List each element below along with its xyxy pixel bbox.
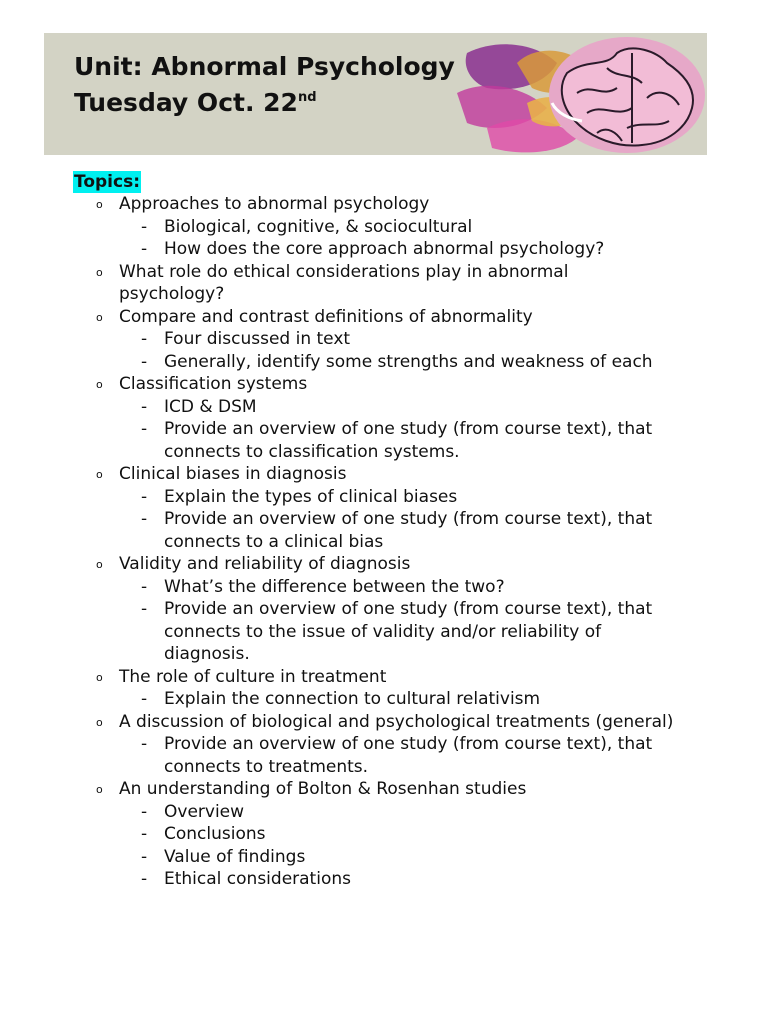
subtopic-text: Provide an overview of one study (from course text), that connects to classification systems. — [164, 419, 653, 462]
topic-text: The role of culture in treatment — [119, 666, 387, 687]
topic-item — [0, 463, 768, 553]
dash-bullet-icon: - — [141, 486, 148, 507]
subtopic-item — [0, 216, 684, 239]
circle-bullet-icon: o — [96, 378, 103, 391]
subtopic-list — [0, 486, 768, 554]
subtopic-text: Overview — [164, 801, 245, 822]
topic-item — [0, 553, 768, 666]
topic-row — [0, 666, 679, 689]
subtopic-item — [0, 508, 684, 553]
brain-splash-illustration — [457, 33, 707, 155]
subtopic-text: Provide an overview of one study (from course text), that connects to treatments. — [164, 734, 653, 777]
subtopic-text: How does the core approach abnormal psychology? — [164, 239, 605, 259]
subtopic-list — [0, 576, 768, 666]
subtopic-text: Biological, cognitive, & sociocultural — [164, 216, 473, 237]
dash-bullet-icon: - — [141, 801, 148, 822]
topic-row — [0, 711, 679, 734]
dash-bullet-icon: - — [141, 509, 148, 529]
topic-row — [0, 553, 679, 576]
dash-bullet-icon: - — [141, 351, 148, 372]
subtopic-text: Generally, identify some strengths and weakness of each — [164, 351, 653, 372]
topic-item — [0, 261, 768, 306]
title-date-suffix: nd — [297, 90, 317, 105]
circle-bullet-icon: o — [96, 558, 103, 571]
topics-list — [0, 193, 768, 891]
topic-text: Approaches to abnormal psychology — [119, 194, 430, 214]
topic-text: Classification systems — [119, 374, 308, 394]
subtopic-list — [0, 688, 768, 711]
subtopic-item — [0, 418, 684, 463]
subtopic-text: Explain the types of clinical biases — [164, 486, 458, 507]
topic-text: A discussion of biological and psychological treatments (general) — [119, 711, 674, 732]
circle-bullet-icon: o — [96, 783, 103, 796]
topic-item — [0, 193, 768, 261]
dash-bullet-icon: - — [141, 396, 148, 417]
subtopic-item — [0, 823, 684, 846]
circle-bullet-icon: o — [96, 198, 103, 211]
dash-bullet-icon: - — [141, 329, 148, 349]
dash-bullet-icon: - — [141, 824, 148, 844]
subtopic-text: ICD & DSM — [164, 396, 257, 417]
subtopic-item — [0, 486, 684, 509]
subtopic-text: Conclusions — [164, 824, 266, 844]
subtopic-item — [0, 598, 684, 666]
circle-bullet-icon: o — [96, 670, 103, 684]
topic-item — [0, 666, 768, 711]
topic-text: What role do ethical considerations play in abnormal psychology? — [119, 261, 569, 304]
topic-row — [0, 778, 679, 801]
subtopic-item — [0, 688, 684, 711]
topic-row — [0, 261, 679, 306]
circle-bullet-icon: o — [96, 715, 103, 729]
subtopic-item — [0, 846, 684, 869]
subtopic-text: What’s the difference between the two? — [164, 576, 505, 597]
dash-bullet-icon: - — [141, 689, 148, 709]
title-date-text: Tuesday Oct. 22 — [74, 88, 298, 117]
subtopic-text: Ethical considerations — [164, 869, 351, 889]
dash-bullet-icon: - — [141, 576, 148, 597]
subtopic-text: Four discussed in text — [164, 329, 351, 349]
topic-text: Validity and reliability of diagnosis — [119, 554, 411, 574]
dash-bullet-icon: - — [141, 419, 148, 439]
topic-text: Clinical biases in diagnosis — [119, 464, 347, 484]
dash-bullet-icon: - — [141, 869, 148, 889]
dash-bullet-icon: - — [141, 239, 148, 259]
topic-item — [0, 711, 768, 779]
subtopic-item — [0, 733, 684, 778]
topic-row — [0, 306, 679, 329]
topic-item — [0, 306, 768, 374]
topic-row — [0, 373, 679, 396]
subtopic-text: Provide an overview of one study (from course text), that connects to a clinical bias — [164, 509, 653, 552]
subtopic-item — [0, 801, 684, 824]
subtopic-text: Provide an overview of one study (from course text), that connects to the issue of validity and/or reliability of diagnosis. — [164, 599, 653, 664]
topic-item — [0, 373, 768, 463]
subtopic-text: Value of findings — [164, 846, 306, 867]
subtopic-item — [0, 238, 684, 261]
subtopic-item — [0, 396, 684, 419]
subtopic-item — [0, 328, 684, 351]
dash-bullet-icon: - — [141, 846, 148, 867]
dash-bullet-icon: - — [141, 599, 148, 619]
topic-text: Compare and contrast definitions of abnormality — [119, 306, 533, 327]
circle-bullet-icon: o — [96, 468, 103, 481]
topic-row — [0, 193, 679, 216]
subtopic-list — [0, 328, 768, 373]
title-date — [74, 82, 455, 118]
header-banner — [44, 33, 707, 155]
subtopic-item — [0, 576, 684, 599]
subtopic-list — [0, 216, 768, 261]
dash-bullet-icon: - — [141, 734, 148, 754]
subtopic-item — [0, 351, 684, 374]
page-title — [74, 51, 455, 118]
subtopic-list — [0, 396, 768, 464]
topic-row — [0, 463, 679, 486]
topic-item — [0, 778, 768, 891]
subtopic-text: Explain the connection to cultural relativism — [164, 689, 541, 709]
topics-label: Topics: — [74, 172, 141, 192]
circle-bullet-icon: o — [96, 265, 103, 279]
subtopic-list — [0, 801, 768, 891]
dash-bullet-icon: - — [141, 216, 148, 237]
subtopic-item — [0, 868, 684, 891]
circle-bullet-icon: o — [96, 310, 103, 324]
topic-text: An understanding of Bolton & Rosenhan studies — [119, 779, 527, 799]
subtopic-list — [0, 733, 768, 778]
title-unit: Unit: Abnormal Psychology — [74, 52, 455, 81]
